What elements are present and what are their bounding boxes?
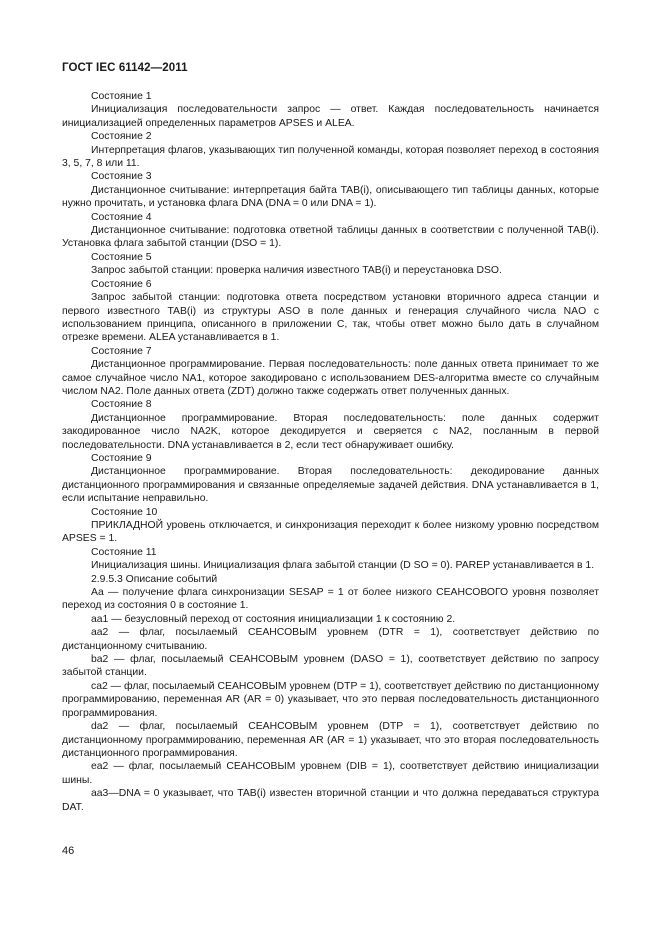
event-description: аа3—DNA = 0 указывает, что TAB(i) известен вторичной станции и что должна передаваться структура DAT. — [62, 788, 599, 813]
paragraph: Запрос забытой станции: проверка наличия известного TAB(i) и переустановка DSO. — [91, 265, 502, 277]
state-heading: Состояние 8 — [91, 399, 152, 411]
event-description: еа2 — флаг, посылаемый СЕАНСОВЫМ уровнем (DIB = 1), соответствует действию инициализации шины. — [62, 761, 599, 786]
event-description: da2 — флаг, посылаемый СЕАНСОВЫМ уровнем (DTP = 1), соответствует действию по дистанционному программированию, переменная AR (AR = 1) указывает, что это вторая последовательность дистанционного программирования. — [62, 721, 599, 759]
state-heading: Состояние 11 — [91, 546, 157, 558]
paragraph: Дистанционное программирование. Первая последовательность: поле данных ответа принимает то же самое случайное число NA1, которое закодировано с использованием DES-алгоритма вместе со случайным числом NA2. Поле данных ответа (ZDT) должно также содержать ответ полученных данных. — [62, 359, 599, 397]
state-heading: Состояние 3 — [91, 171, 152, 183]
page-number: 46 — [62, 845, 75, 857]
event-description: аа2 — флаг, посылаемый СЕАНСОВЫМ уровнем (DTR = 1), соответствует действию по дистанционному считыванию. — [62, 627, 599, 652]
standard-header: ГОСТ IEC 61142—2011 — [62, 62, 188, 74]
paragraph: Дистанционное считывание: интерпретация байта TAB(i), описывающего тип таблицы данных, которые нужно прочитать, и установка флага DNA (DNA = 0 или DNA = 1). — [62, 184, 599, 210]
event-description: ca2 — флаг, посылаемый СЕАНСОВЫМ уровнем (DTP = 1), соответствует действию по дистанционному программированию, переменная AR (AR = 0) указывает, что это первая последовательность дистанционного программирования. — [62, 680, 599, 719]
state-heading: Состояние 7 — [91, 345, 152, 357]
state-heading: Состояние 9 — [91, 452, 152, 464]
paragraph: Интерпретация флагов, указывающих тип полученной команды, которая позволяет переход в состояния 3, 5, 7, 8 или 11. — [62, 144, 599, 170]
paragraph: Дистанционное программирование. Вторая последовательность: декодирование данных дистанционного программирования и связанные определяемые задачей действия. DNA устанавливается в 1, если испытание неправильно. — [62, 466, 599, 505]
event-description: ba2 — флаг, посылаемый СЕАНСОВЫМ уровнем (DASO = 1), соответствует действию по запросу забытой станции. — [62, 654, 599, 679]
paragraph: Инициализация последовательности запрос — ответ. Каждая последовательность начинается инициализацией определенных параметров APSES и ALEA. — [62, 104, 599, 129]
paragraph: Дистанционное программирование. Вторая последовательность: поле данных содержит закодированное число NA2K, которое декодируется и сверяется с NA2, посланным в первой последовательности. DNA устанавливается в 2, если тест обнаруживает ошибку. — [62, 412, 599, 451]
paragraph: Запрос забытой станции: подготовка ответа посредством установки вторичного адреса станции и первого известного TAB(i) из структуры ASO в поле данных и генерация случайного числа NAO с использованием принципа, описанного в приложении С, так, чтобы ответ можно было дать в случайном отрезке времени. ALEA устанавливается в 1. — [62, 292, 599, 344]
event-description: Аа — получение флага синхронизации SESAP = 1 от более низкого СЕАНСОВОГО уровня позволяет переход из состояния 0 в состояние 1. — [62, 587, 599, 612]
state-heading: Состояние 5 — [91, 251, 152, 263]
paragraph: ПРИКЛАДНОЙ уровень отключается, и синхронизация переходит к более низкому уровню посредством APSES = 1. — [62, 520, 599, 545]
state-heading: Состояние 6 — [91, 278, 152, 290]
state-heading: Состояние 2 — [91, 131, 152, 143]
state-heading: Состояние 10 — [91, 506, 158, 518]
paragraph: Дистанционное считывание: подготовка ответной таблицы данных в соответствии с полученной TAB(i). Установка флага забытой станции (DSO = 1). — [62, 225, 599, 250]
section-heading: 2.9.5.3 Описание событий — [91, 573, 218, 585]
paragraph: Инициализация шины. Инициализация флага забытой станции (D SO = 0). PAREP устанавливается в 1. — [91, 560, 595, 572]
event-description: аа1 — безусловный переход от состояния инициализации 1 к состоянию 2. — [91, 613, 456, 625]
document-body — [62, 90, 599, 814]
state-heading: Состояние 4 — [91, 211, 152, 223]
state-heading: Состояние 1 — [91, 91, 152, 102]
